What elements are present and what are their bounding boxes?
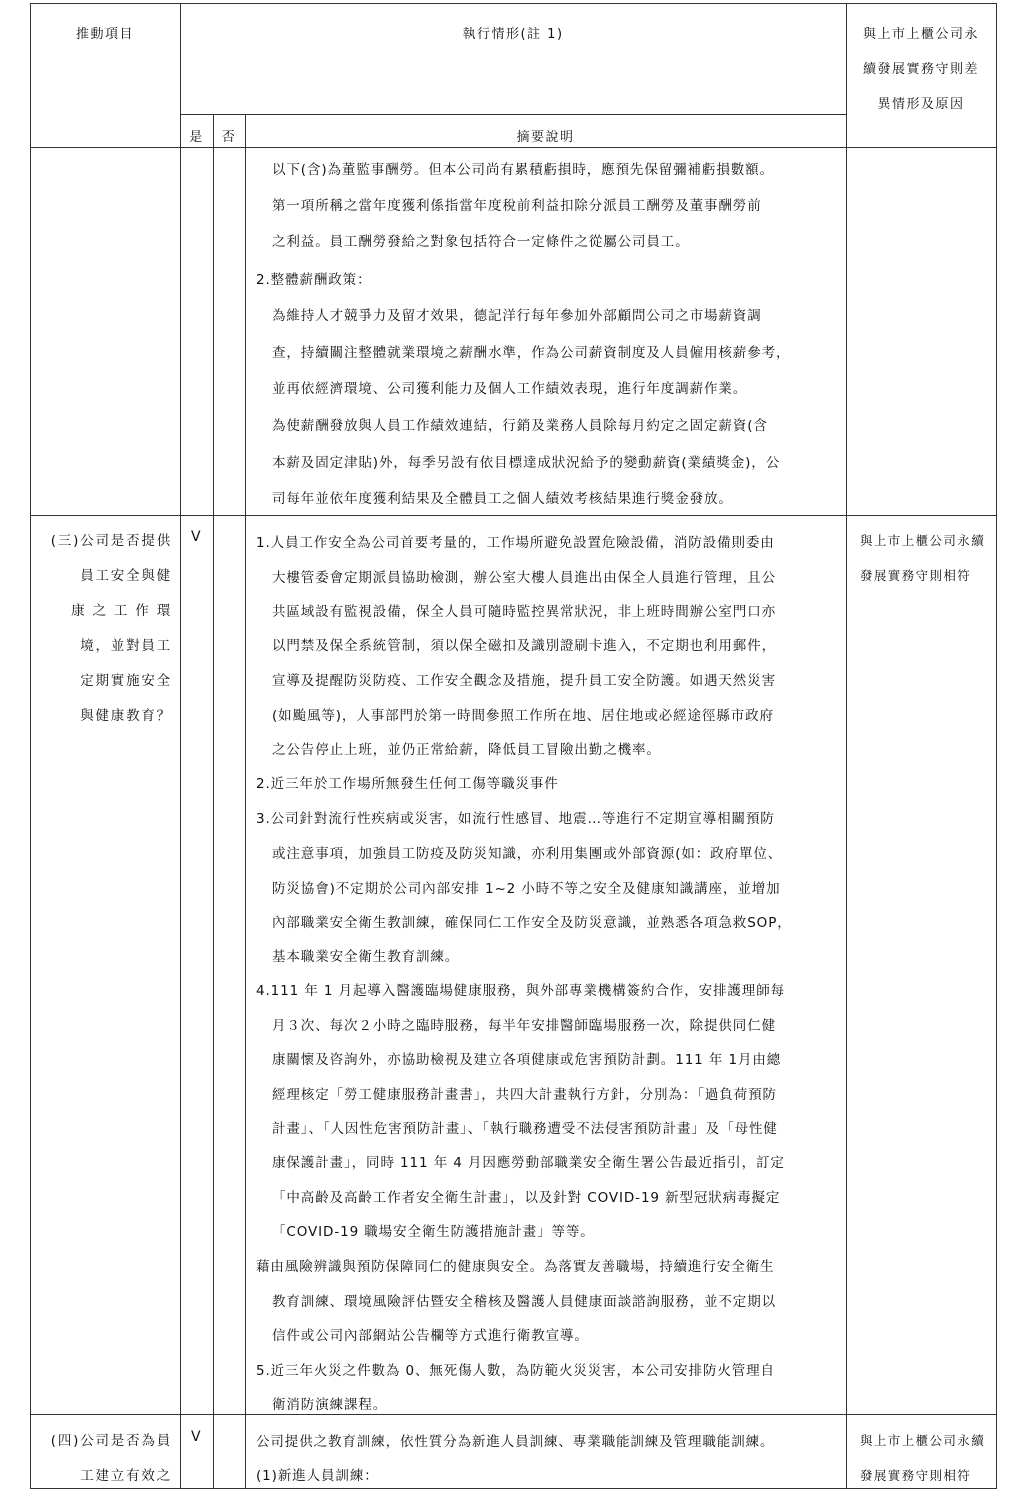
item-line: (四)公司是否為員: [50, 1433, 172, 1449]
summary-line: 教育訓練、環境風險評估暨安全稽核及醫護人員健康面談諮詢服務，並不定期以: [272, 1294, 776, 1310]
item-line: 工建立有效之: [80, 1468, 172, 1484]
header-diff-line: 與上市上櫃公司永: [862, 27, 979, 42]
summary-line: 之利益。員工酬勞發給之對象包括符合一定條件之從屬公司員工。: [272, 234, 690, 250]
summary-line: 衛消防演練課程。: [272, 1397, 388, 1413]
header-status: 執行情形(註 1): [462, 27, 564, 42]
summary-line: 或注意事項，加強員工防疫及防災知識，亦利用集團或外部資源(如：政府單位、: [272, 846, 783, 862]
summary-line: (如颱風等)，人事部門於第一時間參照工作所在地、居住地或必經途徑縣市政府: [272, 708, 774, 724]
summary-line: 並再依經濟環境、公司獲利能力及個人工作績效表現，進行年度調薪作業。: [272, 381, 748, 397]
summary-line: 1.人員工作安全為公司首要考量的，工作場所避免設置危險設備，消防設備則委由: [256, 535, 775, 551]
header-bottom-border: [30, 147, 997, 148]
item-line: (三)公司是否提供: [50, 533, 172, 549]
header-diff-line: 異情形及原因: [877, 97, 965, 112]
header-yes: 是: [189, 130, 204, 145]
table-border-bottom: [30, 1488, 997, 1489]
conformity-line: 發展實務守則相符: [860, 568, 972, 583]
conformity-line: 發展實務守則相符: [860, 1468, 972, 1483]
conformity-line: 與上市上櫃公司永續: [860, 533, 986, 548]
summary-line: 2.近三年於工作場所無發生任何工傷等職災事件: [256, 776, 559, 792]
summary-line: 2.整體薪酬政策：: [256, 272, 372, 288]
col-divider-no-summary: [245, 114, 246, 1489]
summary-line: 「中高齡及高齡工作者安全衛生計畫」，以及針對 COVID-19 新型冠狀病毒擬定: [272, 1190, 781, 1206]
table-border-left: [30, 3, 31, 1489]
summary-line: 「COVID-19 職場安全衛生防護措施計畫」等等。: [272, 1224, 595, 1240]
summary-line: 康關懷及咨詢外，亦協助檢視及建立各項健康或危害預防計劃。111 年 1月由總: [272, 1052, 782, 1068]
summary-line: 基本職業安全衛生教育訓練。: [272, 949, 460, 965]
summary-line: 月３次、每次２小時之臨時服務，每半年安排醫師臨場服務一次，除提供同仁健: [272, 1018, 776, 1034]
table-border-top: [30, 3, 997, 4]
summary-line: 防災協會)不定期於公司內部安排 1~2 小時不等之安全及健康知識講座，並增加: [272, 881, 781, 897]
item-line: 定期實施安全: [80, 673, 172, 689]
col-divider-conformity: [846, 3, 847, 1489]
summary-line: 公司提供之教育訓練，依性質分為新進人員訓練、專業職能訓練及管理職能訓練。: [256, 1434, 775, 1450]
header-item: 推動項目: [75, 27, 134, 42]
summary-line: 5.近三年火災之件數為 0、無死傷人數，為防範火災災害，本公司安排防火管理自: [256, 1363, 775, 1379]
summary-line: 大樓管委會定期派員協助檢測，辦公室大樓人員進出由保全人員進行管理，且公: [272, 570, 776, 586]
yes-check-mark: V: [191, 529, 201, 545]
summary-line: 以門禁及保全系統管制，須以保全磁扣及識別證刷卡進入，不定期也利用郵件，: [272, 638, 776, 654]
header-no: 否: [221, 130, 237, 145]
summary-line: 宣導及提醒防災防疫、工作安全觀念及措施，提升員工安全防護。如遇天然災害: [272, 673, 776, 689]
conformity-line: 與上市上櫃公司永續: [860, 1433, 986, 1448]
summary-line: 司每年並依年度獲利結果及全體員工之個人績效考核結果進行獎金發放。: [272, 491, 733, 507]
summary-line: 第一項所稱之當年度獲利係指當年度稅前利益扣除分派員工酬勞及董事酬勞前: [272, 198, 762, 214]
header-sub-divider: [180, 114, 846, 115]
yes-check-mark: V: [191, 1429, 201, 1445]
summary-line: 4.111 年 1 月起導入醫護臨場健康服務，與外部專業機構簽約合作，安排護理師每: [256, 983, 786, 999]
summary-line: 查，持續關注整體就業環境之薪酬水準，作為公司薪資制度及人員僱用核薪參考，: [272, 345, 791, 361]
col-divider-yes-no: [213, 114, 214, 1489]
item-line: 境，並對員工: [80, 638, 172, 654]
summary-line: 為使薪酬發放與人員工作績效連結，行銷及業務人員除每月約定之固定薪資(含: [272, 418, 768, 434]
summary-line: 為維持人才競爭力及留才效果，德記洋行每年參加外部顧問公司之市場薪資調: [272, 308, 762, 324]
summary-line: 計畫」、「人因性危害預防計畫」、「執行職務遭受不法侵害預防計畫」及「母性健: [272, 1121, 778, 1137]
summary-line: 經理核定「勞工健康服務計畫書」，共四大計畫執行方針，分別為：「過負荷預防: [272, 1087, 777, 1103]
summary-line: 內部職業安全衛生教訓練，確保同仁工作安全及防災意識，並熟悉各項急救SOP，: [272, 915, 792, 931]
header-summary: 摘要說明: [516, 130, 575, 145]
summary-line: 本薪及固定津貼)外，每季另設有依目標達成狀況給予的變動薪資(業績獎金)，公: [272, 455, 781, 471]
summary-line: 共區域設有監視設備，保全人員可隨時監控異常狀況，非上班時間辦公室門口亦: [272, 604, 776, 620]
row-divider-3: [30, 515, 997, 516]
summary-line: 3.公司針對流行性疾病或災害，如流行性感冒、地震…等進行不定期宣導相關預防: [256, 811, 775, 827]
row-divider-4: [30, 1414, 997, 1415]
item-line: 與健康教育？: [80, 708, 172, 724]
col-divider-item: [180, 3, 181, 1489]
table-border-right: [996, 3, 997, 1489]
item-line: 康 之 工 作 環: [71, 603, 172, 619]
summary-line: 康保護計畫」，同時 111 年 4 月因應勞動部職業安全衛生署公告最近指引，訂定: [272, 1155, 785, 1171]
summary-line: (1)新進人員訓練：: [256, 1468, 379, 1484]
summary-line: 信件或公司內部網站公告欄等方式進行衛教宣導。: [272, 1328, 589, 1344]
summary-line: 之公告停止上班，並仍正常給薪，降低員工冒險出勤之機率。: [272, 742, 661, 758]
summary-line: 以下(含)為董監事酬勞。但本公司尚有累積虧損時，應預先保留彌補虧損數額。: [272, 162, 774, 178]
summary-line: 藉由風險辨識與預防保障同仁的健康與安全。為落實友善職場，持續進行安全衛生: [256, 1259, 775, 1275]
header-diff-line: 續發展實務守則差: [862, 62, 979, 77]
item-line: 員工安全與健: [80, 568, 172, 584]
